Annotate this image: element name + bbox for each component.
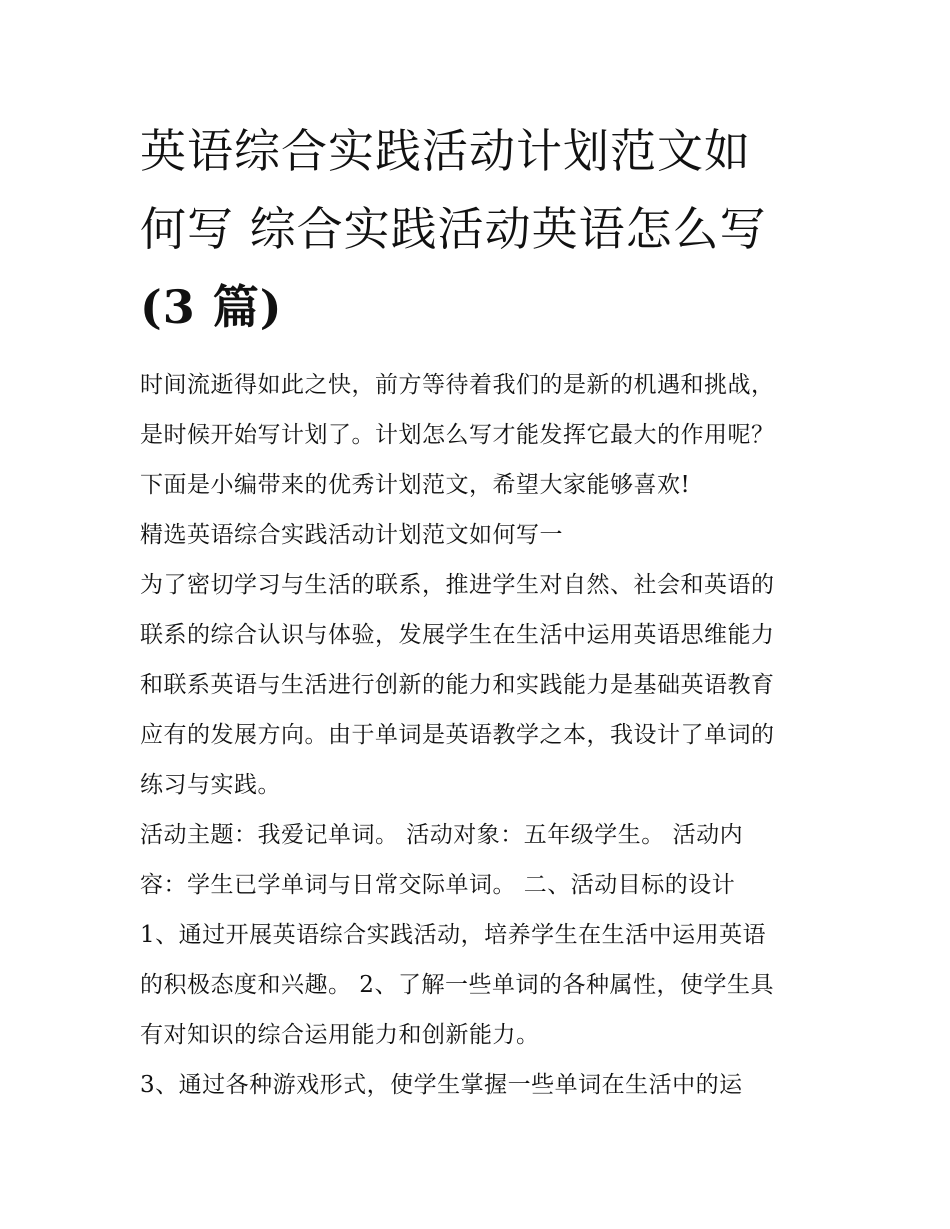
title-line-1: 英语综合实践活动计划范文如 (140, 124, 751, 178)
text-line: 练习与实践。 (140, 772, 281, 798)
title-line-3: (3 篇) (140, 280, 283, 334)
intro-paragraph (140, 360, 820, 510)
document-body (140, 360, 820, 1110)
text-line: 应有的发展方向。由于单词是英语教学之本，我设计了单词的 (140, 722, 775, 748)
text-line: 的积极态度和兴趣。 2、了解一些单词的各种属性，使学生具 (140, 972, 774, 998)
document-title (140, 112, 820, 346)
text-line: 下面是小编带来的优秀计划范文，希望大家能够喜欢! (140, 472, 691, 498)
text-line: 和联系英语与生活进行创新的能力和实践能力是基础英语教育 (140, 672, 775, 698)
body-paragraph (140, 1060, 820, 1110)
text-line: 容：学生已学单词与日常交际单词。 二、活动目标的设计 (140, 872, 736, 898)
text-line: 是时候开始写计划了。计划怎么写才能发挥它最大的作用呢？ (140, 422, 775, 448)
text-line: 时间流逝得如此之快，前方等待着我们的是新的机遇和挑战， (140, 372, 775, 398)
text-line: 为了密切学习与生活的联系，推进学生对自然、社会和英语的 (140, 572, 775, 598)
section-heading (140, 510, 820, 560)
text-line: 3、通过各种游戏形式，使学生掌握一些单词在生活中的运 (140, 1072, 743, 1098)
activity-paragraph (140, 810, 820, 1060)
body-paragraph (140, 560, 820, 810)
text-line: 精选英语综合实践活动计划范文如何写一 (140, 522, 563, 548)
text-line: 有对知识的综合运用能力和创新能力。 (140, 1022, 540, 1048)
document-page (140, 112, 820, 1110)
title-line-2: 何写 综合实践活动英语怎么写 (140, 202, 767, 256)
text-line: 联系的综合认识与体验，发展学生在生活中运用英语思维能力 (140, 622, 775, 648)
text-line: 活动主题：我爱记单词。 活动对象：五年级学生。 活动内 (140, 822, 744, 848)
text-line: 1、通过开展英语综合实践活动，培养学生在生活中运用英语 (140, 922, 767, 948)
